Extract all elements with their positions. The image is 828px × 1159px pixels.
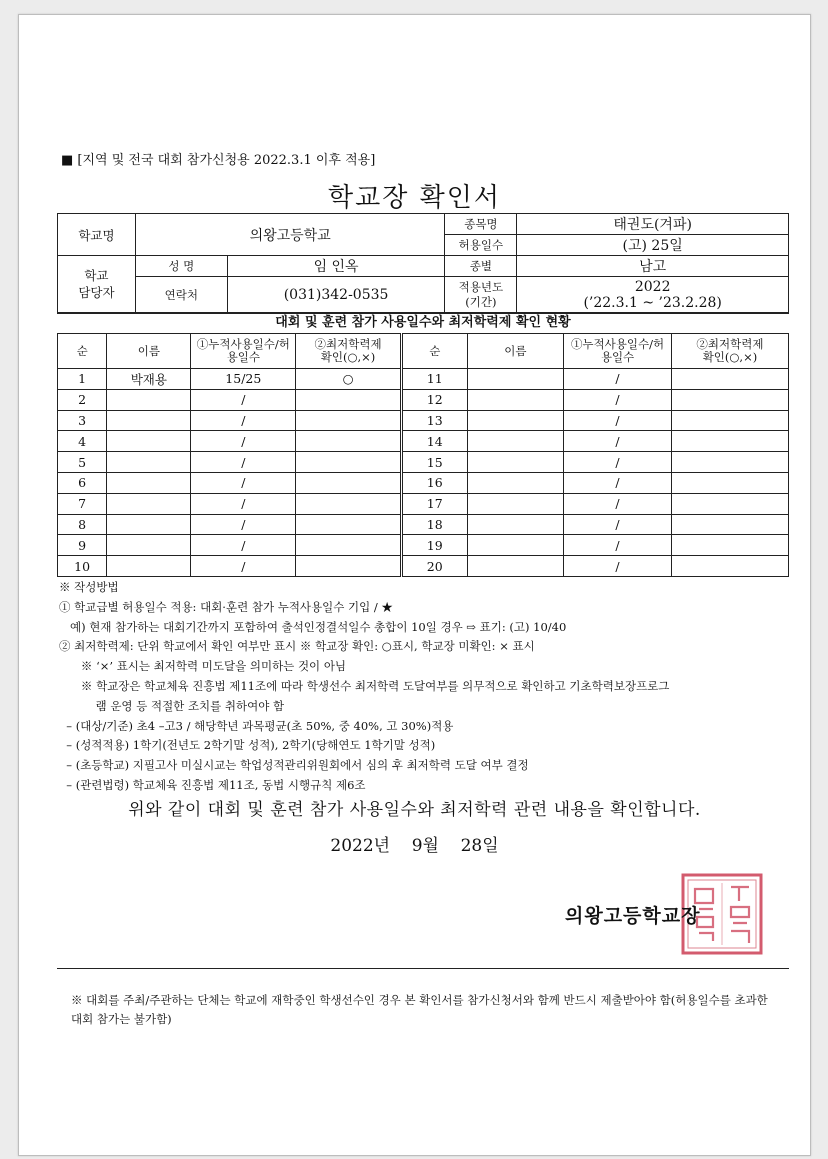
gender-value: 남고 bbox=[517, 256, 789, 277]
cell-check bbox=[296, 556, 402, 577]
allowed-days-value: (고) 25일 bbox=[517, 235, 789, 256]
cell-name bbox=[107, 472, 191, 493]
document-page bbox=[18, 14, 811, 1156]
table-row bbox=[58, 452, 789, 473]
cell-days: / bbox=[564, 410, 672, 431]
cell-check bbox=[296, 493, 402, 514]
table-row bbox=[58, 514, 789, 535]
cell-name bbox=[467, 472, 564, 493]
cell-no: 12 bbox=[401, 389, 467, 410]
col-days-right-line2: 용일수 bbox=[600, 350, 635, 364]
cell-name bbox=[107, 410, 191, 431]
cell-days: / bbox=[191, 472, 296, 493]
cell-days: / bbox=[191, 493, 296, 514]
cell-check bbox=[671, 410, 788, 431]
status-table bbox=[57, 333, 789, 577]
col-no: 순 bbox=[58, 334, 107, 369]
col-days-right bbox=[564, 334, 672, 369]
table-row bbox=[58, 535, 789, 556]
cell-name bbox=[107, 493, 191, 514]
col-name-right: 이름 bbox=[467, 334, 564, 369]
date-year: 2022년 bbox=[330, 836, 391, 856]
cell-check bbox=[671, 452, 788, 473]
confirm-statement: 위와 같이 대회 및 훈련 참가 사용일수와 최저학력 관련 내용을 확인합니다. bbox=[128, 800, 701, 820]
col-days-line1: ①누적사용일수/허 bbox=[196, 337, 290, 351]
contact-label: 연락처 bbox=[135, 277, 227, 313]
cell-name: 박재용 bbox=[107, 369, 191, 390]
date-day: 28일 bbox=[460, 836, 499, 856]
instruction-line: ② 최저학력제: 단위 학교에서 확인 여부만 표시 ※ 학교장 확인: ○표시, 학교장 미확인: × 표시 bbox=[59, 639, 535, 654]
cell-check bbox=[296, 472, 402, 493]
cell-check bbox=[671, 556, 788, 577]
cell-name bbox=[467, 514, 564, 535]
instruction-line: – (성적적용) 1학기(전년도 2학기말 성적), 2학기(당해연도 1학기말 성적) bbox=[59, 738, 436, 753]
cell-name bbox=[107, 556, 191, 577]
cell-check bbox=[296, 452, 402, 473]
cell-name bbox=[107, 431, 191, 452]
cell-days: / bbox=[564, 452, 672, 473]
period-value: (’22.3.1 ~ ’23.2.28) bbox=[583, 294, 722, 311]
instructions bbox=[59, 578, 799, 796]
table-row bbox=[58, 389, 789, 410]
cell-days: / bbox=[191, 410, 296, 431]
cell-name bbox=[107, 452, 191, 473]
cell-days: / bbox=[191, 452, 296, 473]
cell-check bbox=[671, 493, 788, 514]
principal-name: 의왕고등학교장 bbox=[565, 905, 701, 927]
instruction-line: ※ ‘×’ 표시는 최저학력 미도달을 의미하는 것이 아님 bbox=[59, 659, 347, 674]
footer-note: ※ 대회를 주최/주관하는 단체는 학교에 재학중인 학생선수인 경우 본 확인서를 참가신청서와 함께 반드시 제출받아야 함(허용일수를 초과한 대회 참가는 불가함) bbox=[71, 993, 768, 1026]
cell-no: 15 bbox=[401, 452, 467, 473]
cell-no: 14 bbox=[401, 431, 467, 452]
year-cell bbox=[517, 277, 789, 313]
cell-check bbox=[671, 389, 788, 410]
cell-no: 2 bbox=[58, 389, 107, 410]
instruction-line: ※ 작성방법 bbox=[59, 580, 119, 594]
cell-days: / bbox=[191, 514, 296, 535]
col-min-right-line2: 확인(○,×) bbox=[702, 350, 758, 364]
cell-no: 4 bbox=[58, 431, 107, 452]
cell-days: / bbox=[564, 472, 672, 493]
year-label-line2: (기간) bbox=[465, 294, 497, 309]
allowed-days-label: 허용일수 bbox=[445, 235, 517, 256]
instruction-line: – (대상/기준) 초4 –고3 / 해당학년 과목평균(초 50%, 중 40%, 고 30%)적용 bbox=[59, 718, 454, 733]
date-month: 9월 bbox=[411, 836, 439, 856]
col-min-line2: 확인(○,×) bbox=[320, 350, 376, 364]
status-rows bbox=[58, 369, 789, 577]
cell-check bbox=[296, 514, 402, 535]
cell-no: 3 bbox=[58, 410, 107, 431]
cell-name bbox=[467, 389, 564, 410]
col-min-line1: ②최저학력제 bbox=[314, 337, 382, 351]
cell-check: ○ bbox=[296, 369, 402, 390]
cell-check bbox=[671, 472, 788, 493]
school-label: 학교명 bbox=[58, 214, 136, 256]
col-min bbox=[296, 334, 402, 369]
cell-days: / bbox=[564, 389, 672, 410]
manager-label: 학교 담당자 bbox=[58, 256, 136, 313]
col-no-right: 순 bbox=[401, 334, 467, 369]
cell-days: / bbox=[191, 431, 296, 452]
col-min-right bbox=[671, 334, 788, 369]
cell-check bbox=[296, 410, 402, 431]
year-label bbox=[445, 277, 517, 313]
cell-no: 1 bbox=[58, 369, 107, 390]
cell-no: 19 bbox=[401, 535, 467, 556]
cell-days: / bbox=[564, 556, 672, 577]
cell-name bbox=[467, 556, 564, 577]
cell-check bbox=[671, 431, 788, 452]
table-row bbox=[58, 493, 789, 514]
cell-days: / bbox=[564, 514, 672, 535]
cell-no: 7 bbox=[58, 493, 107, 514]
instruction-line: – (초등학교) 지필고사 미실시교는 학업성적관리위원회에서 심의 후 최저학력 도달 여부 결정 bbox=[59, 758, 529, 773]
cell-check bbox=[296, 389, 402, 410]
cell-name bbox=[467, 493, 564, 514]
cell-days: / bbox=[564, 369, 672, 390]
table-row bbox=[58, 556, 789, 577]
cell-name bbox=[107, 535, 191, 556]
info-table bbox=[57, 213, 789, 313]
table-row bbox=[58, 472, 789, 493]
contact-value: (031)342-0535 bbox=[227, 277, 445, 313]
cell-days: 15/25 bbox=[191, 369, 296, 390]
cell-no: 5 bbox=[58, 452, 107, 473]
school-name: 의왕고등학교 bbox=[135, 214, 445, 256]
issue-date bbox=[19, 831, 810, 856]
name-label: 성 명 bbox=[135, 256, 227, 277]
cell-no: 6 bbox=[58, 472, 107, 493]
cell-days: / bbox=[564, 535, 672, 556]
table-row bbox=[58, 410, 789, 431]
table-row bbox=[58, 431, 789, 452]
page-title: 학교장 확인서 bbox=[328, 183, 501, 213]
cell-days: / bbox=[191, 389, 296, 410]
header-note: ■ [지역 및 전국 대회 참가신청용 2022.3.1 이후 적용] bbox=[61, 153, 376, 168]
cell-no: 18 bbox=[401, 514, 467, 535]
event-label: 종목명 bbox=[445, 214, 517, 235]
instruction-line: ※ 학교장은 학교체육 진흥법 제11조에 따라 학생선수 최저학력 도달여부를 의무적으로 확인하고 기초학력보장프로그 bbox=[59, 678, 670, 693]
year-label-line1: 적용년도 bbox=[458, 279, 504, 294]
cell-no: 16 bbox=[401, 472, 467, 493]
cell-check bbox=[671, 369, 788, 390]
table-row bbox=[58, 369, 789, 390]
year-value: 2022 bbox=[634, 278, 671, 295]
gender-label: 종별 bbox=[445, 256, 517, 277]
cell-days: / bbox=[564, 431, 672, 452]
cell-name bbox=[467, 369, 564, 390]
cell-check bbox=[296, 535, 402, 556]
col-days-line2: 용일수 bbox=[226, 350, 260, 364]
cell-name bbox=[467, 452, 564, 473]
cell-no: 8 bbox=[58, 514, 107, 535]
cell-days: / bbox=[564, 493, 672, 514]
col-days bbox=[191, 334, 296, 369]
instruction-line: – (관련법령) 학교체육 진흥법 제11조, 동법 시행규칙 제6조 bbox=[59, 777, 366, 792]
cell-check bbox=[296, 431, 402, 452]
cell-no: 20 bbox=[401, 556, 467, 577]
cell-no: 11 bbox=[401, 369, 467, 390]
col-days-right-line1: ①누적사용일수/허 bbox=[570, 337, 665, 351]
name-value: 임 인옥 bbox=[227, 256, 445, 277]
instruction-line: 램 운영 등 적절한 조치를 취하여야 함 bbox=[59, 698, 285, 713]
cell-no: 17 bbox=[401, 493, 467, 514]
col-name: 이름 bbox=[107, 334, 191, 369]
cell-name bbox=[107, 389, 191, 410]
cell-name bbox=[107, 514, 191, 535]
instruction-line: ① 학교급별 허용일수 적용: 대회·훈련 참가 누적사용일수 기입 / ★ bbox=[59, 599, 393, 614]
instruction-line: 예) 현재 참가하는 대회기간까지 포함하여 출석인정결석일수 총합이 10일 경우 ⇨ 표기: (고) 10/40 bbox=[59, 619, 567, 634]
cell-check bbox=[671, 514, 788, 535]
cell-name bbox=[467, 410, 564, 431]
cell-days: / bbox=[191, 535, 296, 556]
cell-days: / bbox=[191, 556, 296, 577]
cell-no: 10 bbox=[58, 556, 107, 577]
cell-check bbox=[671, 535, 788, 556]
divider bbox=[57, 968, 789, 969]
cell-name bbox=[467, 535, 564, 556]
section-title: 대회 및 훈련 참가 사용일수와 최저학력제 확인 현황 bbox=[57, 313, 789, 332]
cell-no: 9 bbox=[58, 535, 107, 556]
cell-name bbox=[467, 431, 564, 452]
col-min-right-line1: ②최저학력제 bbox=[696, 337, 764, 351]
event-value: 태권도(겨파) bbox=[517, 214, 789, 235]
status-header-row bbox=[58, 334, 789, 369]
cell-no: 13 bbox=[401, 410, 467, 431]
